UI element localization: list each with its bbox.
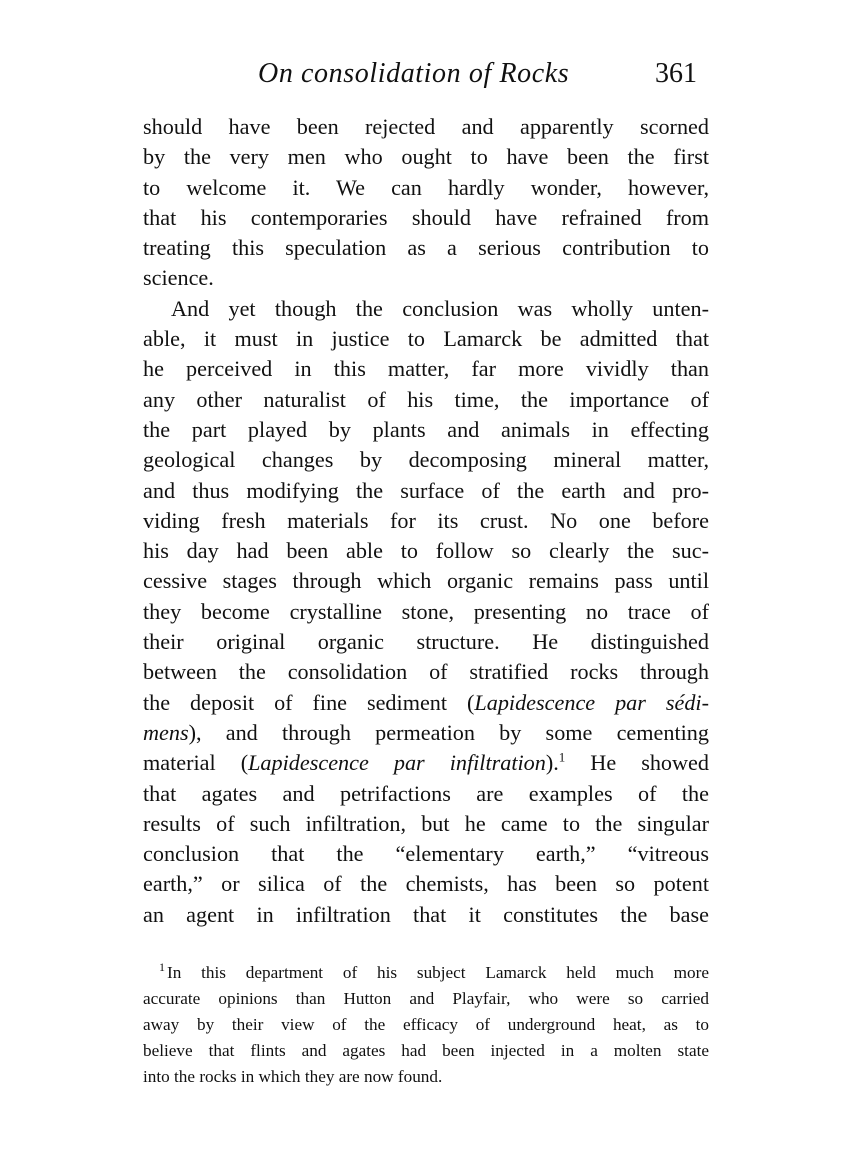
text-line: results of such infiltration, but he came to the singular: [143, 810, 709, 836]
paragraph-start-line: And yet though the conclusion was wholly unten-: [171, 295, 709, 321]
running-title: On consolidation of Rocks: [258, 58, 570, 89]
text-segment: ).: [545, 750, 559, 776]
text-line: he perceived in this matter, far more vividly than: [143, 356, 709, 382]
footnote: [143, 960, 709, 1090]
text-line: his day had been able to follow so clearly the suc-: [143, 538, 709, 564]
footnote-line: into the rocks in which they are now found.: [143, 1067, 443, 1086]
footnote-line: believe that flints and agates had been injected in a molten state: [143, 1041, 709, 1060]
text-line: they become crystalline stone, presenting no trace of: [143, 598, 709, 624]
text-line: that agates and petrifactions are examples of the: [143, 780, 709, 806]
footnote-line: [143, 960, 709, 986]
main-text: [143, 112, 709, 930]
text-line: any other naturalist of his time, the importance of: [143, 386, 709, 412]
text-line: able, it must in justice to Lamarck be admitted that: [143, 326, 709, 352]
text-line: between the consolidation of stratified rocks through: [143, 659, 709, 685]
text-line: should have been rejected and apparently scorned: [143, 114, 709, 139]
italic-term: Lapidescence par sédi-: [474, 689, 709, 715]
text-line: the part played by plants and animals in effecting: [143, 416, 709, 442]
text-line: their original organic structure. He distinguished: [143, 629, 709, 655]
text-segment: the deposit of fine sediment (: [143, 689, 475, 715]
text-segment: material (: [143, 750, 249, 776]
text-line: [143, 688, 709, 718]
page-number: 361: [655, 58, 697, 89]
text-segment: He showed: [565, 750, 709, 776]
text-line: that his contemporaries should have refrained from: [143, 204, 709, 230]
italic-term: mens: [143, 719, 189, 745]
text-line: geological changes by decomposing mineral matter,: [143, 447, 709, 473]
text-line: an agent in infiltration that it constitutes the base: [143, 901, 709, 927]
text-line: viding fresh materials for its crust. No one before: [143, 507, 709, 533]
text-line: science.: [143, 265, 214, 291]
footnote-line: away by their view of the efficacy of underground heat, as to: [143, 1015, 709, 1034]
footnote-line: accurate opinions than Hutton and Playfair, who were so carried: [143, 989, 709, 1008]
text-line: by the very men who ought to have been the first: [143, 144, 709, 170]
footnote-reference: 1: [558, 749, 566, 765]
text-line: to welcome it. We can hardly wonder, however,: [143, 174, 709, 200]
running-head: [0, 58, 850, 98]
footnote-text: In this department of his subject Lamarck held much more: [167, 963, 709, 982]
text-line: treating this speculation as a serious contribution to: [143, 235, 709, 261]
text-line: [143, 718, 709, 748]
text-line: earth,” or silica of the chemists, has been so potent: [143, 871, 709, 897]
text-line: and thus modifying the surface of the earth and pro-: [143, 477, 709, 503]
text-line: cessive stages through which organic remains pass until: [143, 568, 709, 594]
italic-term: Lapidescence par infiltration: [248, 750, 546, 776]
text-segment: ), and through permeation by some cementing: [188, 719, 709, 745]
footnote-marker: 1: [159, 960, 165, 975]
text-line: [143, 748, 709, 778]
text-line: conclusion that the “elementary earth,” “vitreous: [143, 841, 709, 867]
